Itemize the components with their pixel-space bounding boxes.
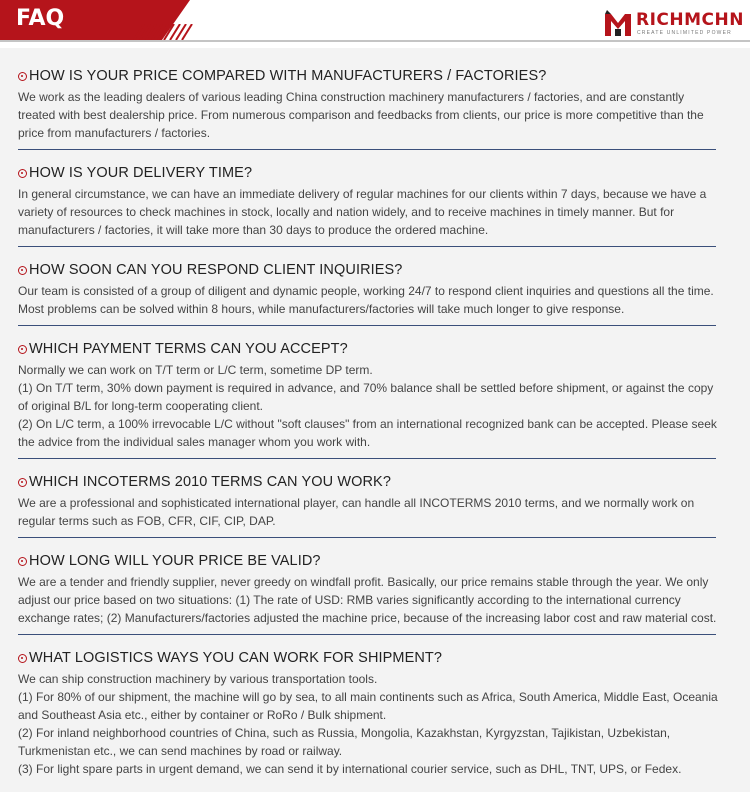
answer-line: (1) On T/T term, 30% down payment is required in advance, and 70% balance shall be settled before shipment, or against the copy of original B/L for long-term cooperating client.	[18, 381, 714, 413]
faq-question[interactable]	[18, 472, 718, 492]
faq-item	[18, 66, 718, 150]
question-text: HOW IS YOUR DELIVERY TIME?	[29, 165, 253, 181]
decorative-stripes	[130, 24, 200, 40]
faq-item	[18, 339, 718, 459]
header-banner	[0, 0, 750, 48]
faq-item	[18, 163, 718, 247]
header-underline	[0, 40, 750, 42]
page-title: FAQ	[16, 6, 65, 31]
faq-answer: In general circumstance, we can have an immediate delivery of regular machines for our clients within 7 days, because we have a variety of resources to check machines in stock, locally and nation widely, and to receive machines in timely manner. But for manufacturers / factories, it will take more than 30 days to produce the ordered machine.	[18, 187, 707, 237]
answer-line: (2) For inland neighborhood countries of China, such as Russia, Mongolia, Kazakhstan, Kyrgyzstan, Tajikistan, Uzbekistan, Turkmenistan etc., we can send machines by road or railway.	[18, 726, 671, 758]
faq-question[interactable]	[18, 648, 718, 668]
divider	[18, 325, 716, 326]
question-text: HOW IS YOUR PRICE COMPARED WITH MANUFACTURERS / FACTORIES?	[29, 68, 547, 84]
target-bullet-icon	[18, 345, 27, 354]
faq-answer	[18, 670, 718, 778]
faq-answer: Our team is consisted of a group of diligent and dynamic people, working 24/7 to respond client inquiries and questions all the time. Most problems can be solved within 8 hours, while manufacturers/factories will take much longer to give response.	[18, 284, 714, 316]
divider	[18, 634, 716, 635]
faq-question[interactable]	[18, 339, 718, 359]
answer-line: (3) For light spare parts in urgent demand, we can send it by international courier service, such as DHL, TNT, UPS, or Fedex.	[18, 762, 682, 776]
answer-line: (1) For 80% of our shipment, the machine will go by sea, to all main continents such as Africa, South America, Middle East, Oceania and Southeast Asia etc., either by container or RoRo / Bulk shipment.	[18, 690, 718, 722]
question-text: HOW SOON CAN YOU RESPOND CLIENT INQUIRIES?	[29, 262, 403, 278]
faq-item	[18, 472, 718, 538]
faq-question[interactable]	[18, 163, 718, 183]
question-text: WHICH INCOTERMS 2010 TERMS CAN YOU WORK?	[29, 474, 391, 490]
faq-item	[18, 260, 718, 326]
logo-tagline: CREATE UNLIMITED POWER	[637, 30, 732, 36]
faq-question[interactable]	[18, 66, 718, 86]
company-logo[interactable]	[604, 10, 744, 40]
divider	[18, 149, 716, 150]
question-text: WHICH PAYMENT TERMS CAN YOU ACCEPT?	[29, 341, 348, 357]
logo-mark-icon	[604, 10, 632, 38]
faq-item	[18, 551, 718, 635]
faq-answer: We work as the leading dealers of various leading China construction machinery manufacturers / factories, and are constantly treated with best dealership price. From numerous comparison and feedbacks from clients, our price is more competitive than the price from manufacturers / factories.	[18, 90, 704, 140]
answer-line: (2) On L/C term, a 100% irrevocable L/C without "soft clauses" from an international recognized bank can be accepted. Please seek the advice from the individual sales manager whom you work with.	[18, 417, 717, 449]
divider	[18, 246, 716, 247]
target-bullet-icon	[18, 72, 27, 81]
divider	[18, 537, 716, 538]
answer-line: Normally we can work on T/T term or L/C term, sometime DP term.	[18, 363, 373, 377]
target-bullet-icon	[18, 169, 27, 178]
target-bullet-icon	[18, 654, 27, 663]
faq-question[interactable]	[18, 260, 718, 280]
faq-answer: We are a tender and friendly supplier, never greedy on windfall profit. Basically, our price remains stable through the year. We only adjust our price based on two situations: (1) The rate of USD: RMB varies significantly according to the international currency exchange rates; (2) Manufacturers/factories adjusted the machine price, because of the increasing labor cost and raw material cost.	[18, 575, 717, 625]
question-text: WHAT LOGISTICS WAYS YOU CAN WORK FOR SHIPMENT?	[29, 650, 443, 666]
faq-answer: We are a professional and sophisticated international player, can handle all INCOTERMS 2010 terms, and we normally work on regular terms such as FOB, CFR, CIF, CIP, DAP.	[18, 496, 695, 528]
faq-question[interactable]	[18, 551, 718, 571]
answer-line: We can ship construction machinery by various transportation tools.	[18, 672, 378, 686]
target-bullet-icon	[18, 557, 27, 566]
faq-list	[18, 66, 718, 778]
divider	[18, 458, 716, 459]
target-bullet-icon	[18, 266, 27, 275]
logo-wordmark: RICHMCHN	[636, 10, 744, 30]
target-bullet-icon	[18, 478, 27, 487]
faq-answer	[18, 361, 718, 451]
question-text: HOW LONG WILL YOUR PRICE BE VALID?	[29, 553, 321, 569]
faq-item	[18, 648, 718, 778]
